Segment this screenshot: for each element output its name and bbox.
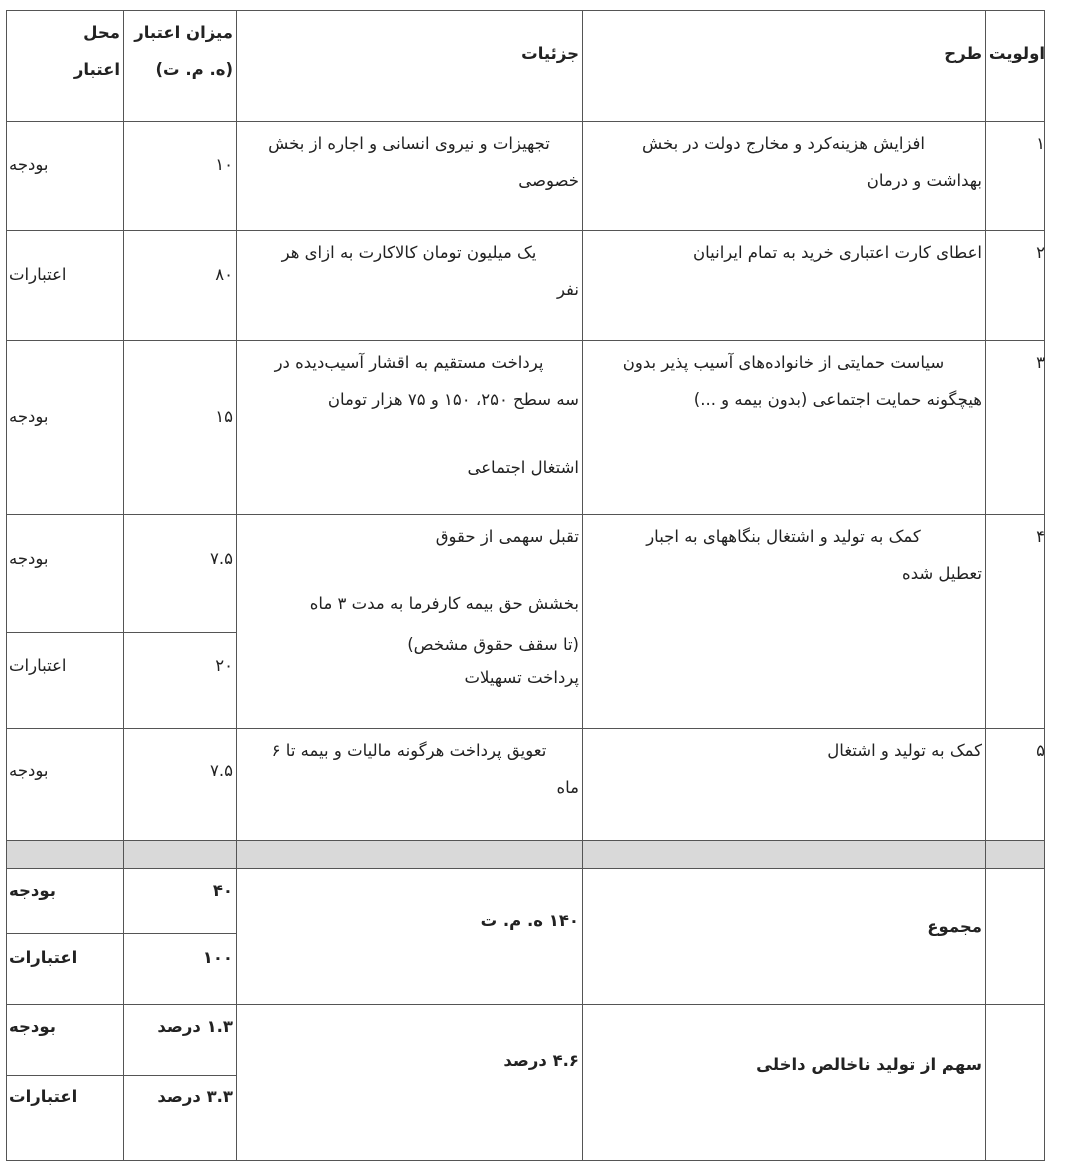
row-plan-text: کمک به تولید و اشتغال بنگاههای به اجبار — [646, 527, 921, 546]
row-details-text: (تا سقف حقوق مشخص) — [407, 635, 579, 654]
total-label: مجموع — [927, 917, 982, 936]
total-source-value: بودجه — [9, 881, 56, 900]
gdp-source-value: اعتبارات — [9, 1087, 78, 1106]
separator-cell — [582, 840, 986, 869]
header-source-2: اعتبار — [73, 60, 120, 79]
row-source-value: بودجه — [9, 549, 49, 568]
row-priority-number: ۳ — [1036, 353, 1045, 372]
row-details-text: سه سطح ۲۵۰، ۱۵۰ و ۷۵ هزار تومان — [327, 390, 579, 409]
row-source-value: اعتبارات — [9, 656, 67, 675]
row-priority-number: ۵ — [1036, 741, 1045, 760]
row-source-value: بودجه — [9, 761, 49, 780]
gdp-details: ۴.۶ درصد — [503, 1051, 579, 1070]
gdp-source-value: بودجه — [9, 1017, 56, 1036]
row-source-value: اعتبارات — [9, 265, 67, 284]
row-plan-text: تعطیل شده — [902, 564, 982, 583]
total-details-cell — [236, 868, 583, 1005]
row-priority-number: ۴ — [1036, 527, 1045, 546]
row-amount-value: ۷.۵ — [210, 761, 233, 780]
row-priority-number: ۲ — [1036, 243, 1045, 262]
row-details-text: یک میلیون تومان کالاکارت به ازای هر — [281, 243, 537, 262]
gdp-amount-value: ۳.۳ درصد — [157, 1087, 233, 1106]
row-amount-value: ۱۰ — [215, 155, 233, 174]
gdp-label: سهم از تولید ناخالص داخلی — [756, 1055, 982, 1074]
row-details-text: تقبل سهمی از حقوق — [435, 527, 579, 546]
total-details: ۱۴۰ ه. م. ت — [480, 911, 579, 930]
row-amount-value: ۸۰ — [215, 265, 233, 284]
gdp-amount-value: ۱.۳ درصد — [157, 1017, 233, 1036]
row-details-text: ماه — [556, 778, 579, 797]
row-plan-text: افزایش هزینه‌کرد و مخارج دولت در بخش — [641, 134, 926, 153]
row-details-text: اشتغال اجتماعی — [467, 458, 579, 477]
separator-cell — [6, 840, 124, 869]
row-details-text: تعویق پرداخت هرگونه مالیات و بیمه تا ۶ — [271, 741, 547, 760]
row-details-text: پرداخت تسهیلات — [464, 668, 579, 687]
header-amount: میزان اعتبار — [134, 23, 233, 42]
row-details-text: بخشش حق بیمه کارفرما به مدت ۳ ماه — [309, 594, 579, 613]
header-plan: طرح — [944, 44, 982, 63]
row-amount-value: ۲۰ — [215, 656, 233, 675]
row-priority-number: ۱ — [1036, 134, 1045, 153]
header-amount-unit: (ه. م. ت) — [155, 60, 233, 79]
separator-cell — [236, 840, 583, 869]
row-amount-value: ۷.۵ — [210, 549, 233, 568]
row-plan-text: هیچگونه حمایت اجتماعی (بدون بیمه و ...) — [693, 390, 982, 409]
gdp-priority-cell — [985, 1004, 1045, 1161]
gdp-details-cell — [236, 1004, 583, 1161]
row-details-text: تجهیزات و نیروی انسانی و اجاره از بخش — [268, 134, 550, 153]
row-details-text: پرداخت مستقیم به اقشار آسیب‌دیده در — [274, 353, 544, 372]
row-details-text: خصوصی — [518, 171, 579, 190]
total-amount-value: ۱۰۰ — [202, 948, 233, 967]
row-plan-text: بهداشت و درمان — [866, 171, 982, 190]
total-amount-value: ۴۰ — [212, 881, 233, 900]
separator-cell — [123, 840, 237, 869]
total-source-value: اعتبارات — [9, 948, 78, 967]
header-priority: اولویت — [988, 44, 1045, 63]
row-plan-text: اعطای کارت اعتباری خرید به تمام ایرانیان — [692, 243, 982, 262]
header-details: جزئیات — [521, 44, 579, 63]
row-details-text: نفر — [556, 280, 579, 299]
separator-cell — [985, 840, 1045, 869]
row-source-value: بودجه — [9, 155, 49, 174]
total-priority-cell — [985, 868, 1045, 1005]
row-plan-text: سیاست حمایتی از خانواده‌های آسیب پذیر بدون — [622, 353, 945, 372]
row-plan-text: کمک به تولید و اشتغال — [827, 741, 982, 760]
row-source-value: بودجه — [9, 407, 49, 426]
gdp-label-cell — [582, 1004, 986, 1161]
row-amount-value: ۱۵ — [215, 407, 233, 426]
header-source: محل — [83, 23, 120, 42]
